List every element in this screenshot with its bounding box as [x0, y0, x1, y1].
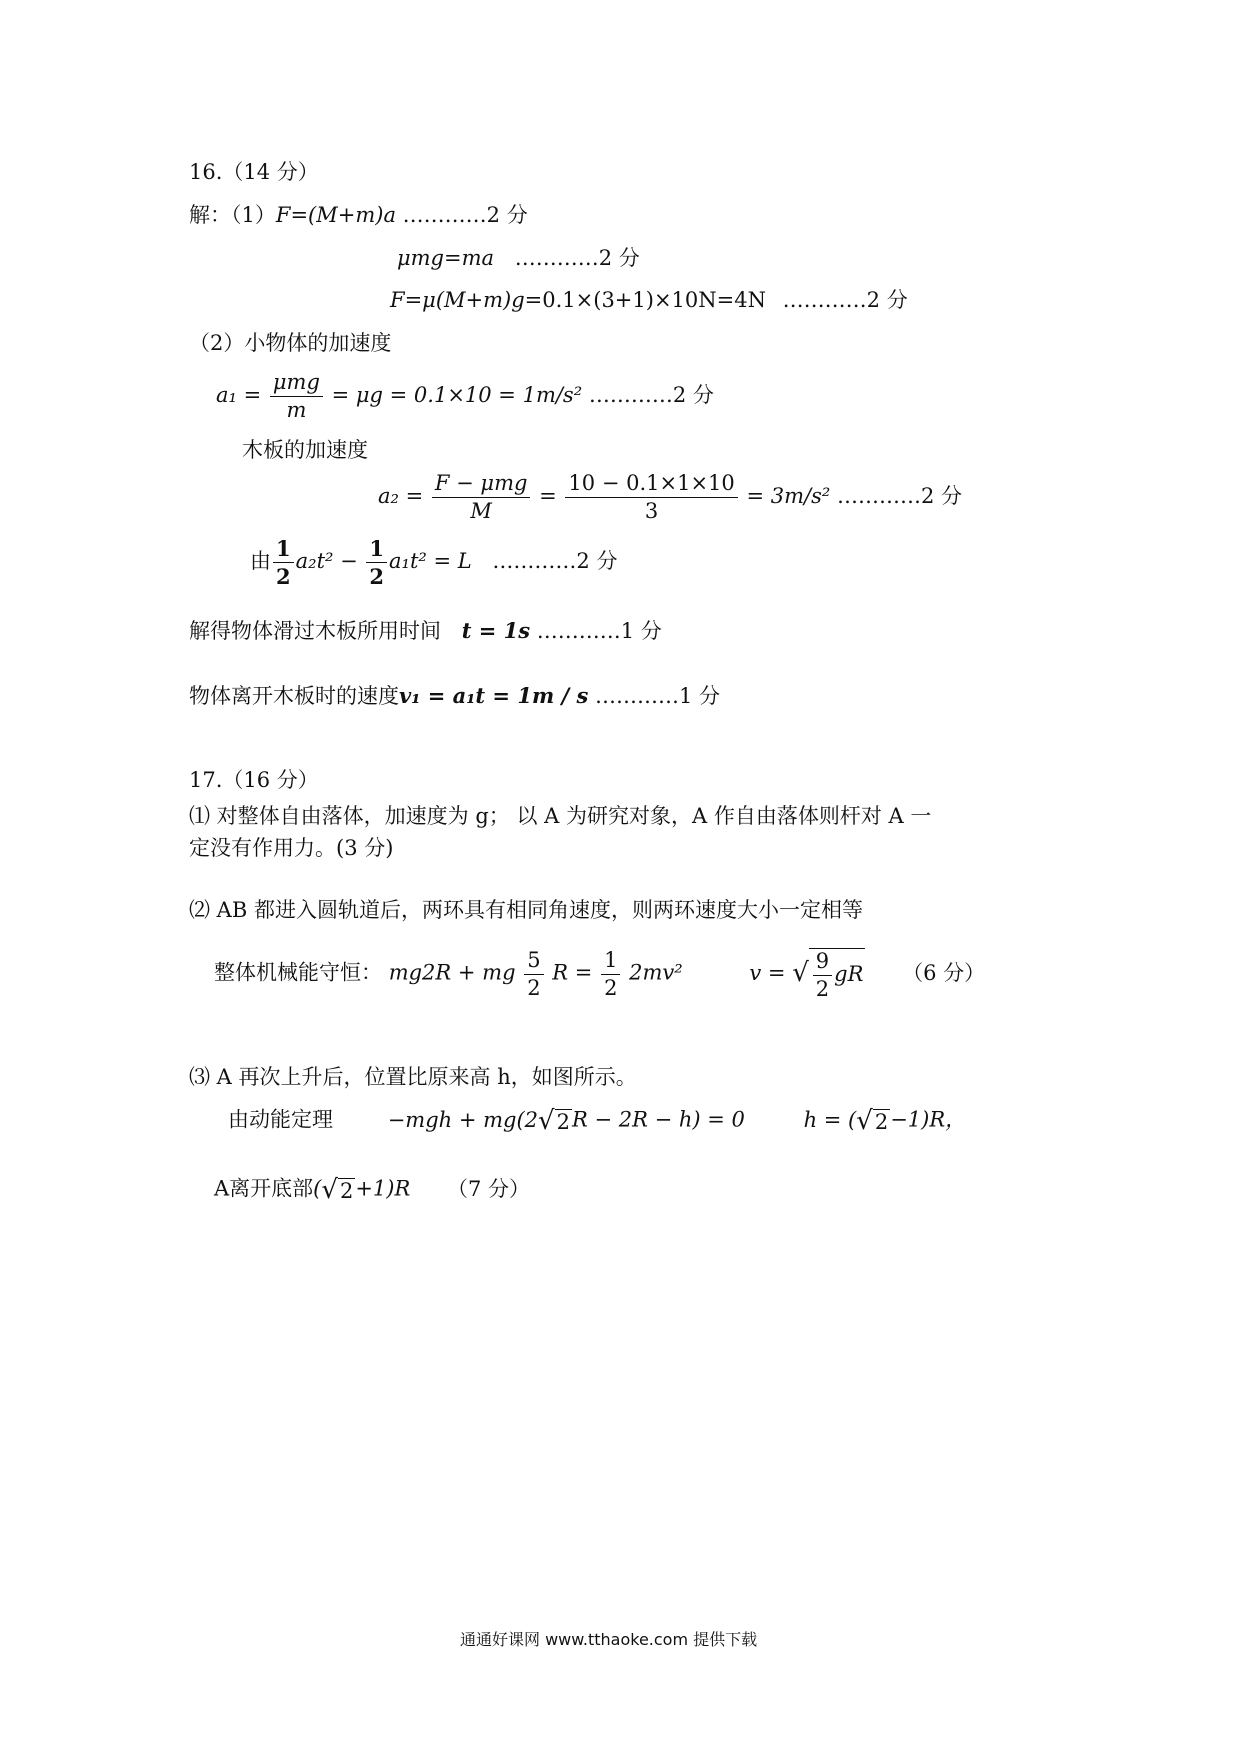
theorem-label: 由动能定理: [228, 1107, 333, 1132]
theorem-sqrt: [538, 1108, 572, 1134]
q17-part1-line1: ⑴ 对整体自由落体，加速度为 g； 以 A 为研究对象，A 作自由落体则杆对 A 一: [189, 804, 932, 828]
q17-part1-line2: 定没有作用力。(3 分): [189, 836, 394, 860]
result-label: A离开底部: [214, 1176, 314, 1201]
a2-f1-numerator: F − μmg: [432, 473, 531, 498]
energy-eq-part-b: R =: [552, 960, 593, 985]
half-fraction: [366, 538, 387, 587]
a2-f2-denominator: 3: [644, 499, 659, 523]
five-halves-denominator: 2: [527, 975, 541, 1000]
one-half-denominator: 2: [604, 975, 618, 1000]
energy-label: 整体机械能守恒：: [214, 960, 382, 985]
nine-halves-numerator: 9: [813, 951, 832, 976]
theorem-radicand: 2: [556, 1110, 570, 1134]
height-radicand: 2: [874, 1110, 889, 1134]
score-mark: …………2 分: [782, 288, 908, 312]
a2-f1-denominator: M: [470, 499, 492, 523]
q16-heading: 16.（14 分）: [189, 160, 319, 184]
nine-halves-fraction: [813, 951, 832, 1000]
velocity-text: 物体离开木板时的速度: [189, 684, 399, 708]
score-mark: …………2 分: [402, 203, 528, 227]
q16-part2-label: （2）小物体的加速度: [189, 331, 392, 355]
score-mark: …………2 分: [514, 246, 640, 270]
five-halves-numerator: 5: [524, 950, 543, 975]
height-eq-part-a: h = (: [803, 1107, 857, 1132]
footer-text: 通通好课网 www.tthaoke.com 提供下载: [460, 1630, 758, 1649]
length-term-2: a₁t² = L: [389, 549, 472, 573]
velocity-eq: v₁ = a₁t = 1m / s: [399, 683, 589, 708]
q17-part3-text: ⑶ A 再次上升后，位置比原来高 h，如图所示。: [189, 1065, 637, 1089]
a2-fraction-symbolic: [432, 473, 531, 522]
sqrt-sign: √: [792, 958, 809, 988]
five-halves-fraction: [524, 947, 543, 1000]
height-sqrt: [856, 1108, 890, 1134]
q17-energy-line: [214, 948, 985, 1000]
result-part-b: +1)R: [355, 1176, 411, 1201]
velocity-lhs: v =: [749, 960, 786, 985]
score-mark: …………2 分: [588, 383, 714, 407]
length-term-1: a₂t²: [295, 549, 334, 573]
q17-heading: 17.（16 分）: [189, 768, 319, 792]
sqrt-sign: √: [856, 1106, 873, 1136]
q16-eq2-line: [397, 248, 640, 269]
half-denominator: 2: [369, 564, 385, 589]
score-mark: （6 分）: [902, 960, 986, 985]
a1-numerator: μmg: [270, 372, 323, 397]
result-sqrt: [321, 1177, 355, 1203]
half-numerator: 1: [366, 538, 387, 563]
score-mark: …………2 分: [492, 549, 618, 573]
nine-halves-denominator: 2: [815, 977, 830, 1001]
q16-time-line: [189, 620, 662, 642]
a2-lhs: a₂ =: [378, 484, 424, 508]
a2-equals: =: [539, 484, 557, 508]
q17-result-line: [214, 1177, 530, 1203]
eq-force-formula: F=μ(M+m)g: [390, 288, 525, 312]
score-mark: …………1 分: [594, 684, 721, 708]
sqrt-sign: √: [538, 1106, 555, 1136]
half-denominator: 2: [276, 564, 291, 589]
q17-theorem-line: [228, 1108, 966, 1134]
q16-eq3-line: [390, 290, 908, 311]
a2-rhs: = 3m/s²: [746, 484, 831, 508]
solution-prefix: 解：（1）: [189, 203, 276, 227]
sqrt-sign: √: [321, 1175, 338, 1205]
a2-fraction-numeric: [565, 473, 737, 522]
a1-lhs: a₁ =: [216, 383, 262, 407]
theorem-eq-part-b: R − 2R − h) = 0: [571, 1107, 745, 1132]
half-fraction: [273, 538, 294, 587]
a1-fraction: [270, 372, 323, 421]
q16-a2-line: [378, 473, 962, 522]
length-eq-prefix: 由: [250, 549, 271, 573]
half-numerator: 1: [273, 538, 294, 563]
theorem-eq-part-a: −mgh + mg(2: [387, 1107, 539, 1132]
eq-friction: μmg=ma: [397, 246, 495, 270]
a1-rhs: = μg = 0.1×10 = 1m/s²: [331, 383, 583, 407]
a1-denominator: m: [286, 398, 307, 422]
energy-eq-part-a: mg2R + mg: [388, 960, 516, 985]
score-mark: （7 分）: [446, 1176, 531, 1201]
one-half-numerator: 1: [601, 950, 620, 975]
eq-force-total: F=(M+m)a: [275, 203, 396, 227]
q16-a1-line: [216, 372, 714, 421]
result-part-a: (: [313, 1176, 322, 1201]
time-eq: t = 1s: [461, 618, 531, 643]
velocity-radicand-tail: gR: [834, 962, 864, 986]
eq-force-value: =0.1×(3+1)×10N=4N: [524, 288, 766, 312]
score-mark: …………2 分: [836, 484, 963, 508]
velocity-sqrt: [792, 948, 865, 1000]
height-eq-part-b: −1)R，: [890, 1107, 967, 1132]
score-mark: …………1 分: [536, 619, 662, 643]
q16-board-label: 木板的加速度: [242, 438, 368, 462]
q16-velocity-line: [189, 685, 720, 707]
q16-eq1-line: [189, 205, 528, 226]
result-radicand: 2: [339, 1179, 354, 1203]
length-minus: −: [340, 549, 358, 573]
time-text: 解得物体滑过木板所用时间: [189, 619, 441, 643]
one-half-fraction: [601, 947, 620, 1000]
q17-part2-text: ⑵ AB 都进入圆轨道后，两环具有相同角速度，则两环速度大小一定相等: [189, 898, 863, 922]
q16-length-eq-line: [250, 538, 617, 587]
energy-eq-part-c: 2mv²: [629, 960, 683, 985]
a2-f2-numerator: 10 − 0.1×1×10: [565, 473, 737, 498]
